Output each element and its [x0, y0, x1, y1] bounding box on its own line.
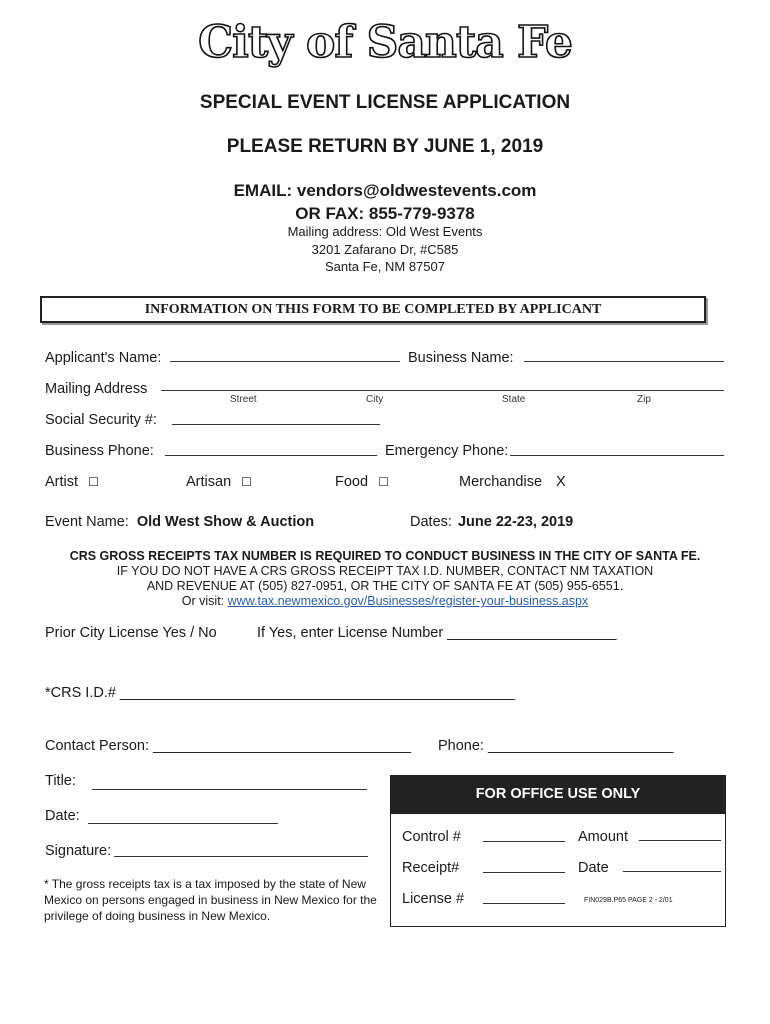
- merchandise-mark[interactable]: X: [556, 474, 566, 490]
- form-title: SPECIAL EVENT LICENSE APPLICATION: [199, 92, 571, 113]
- fax-line: OR FAX: 855-779-9378: [295, 204, 475, 223]
- date-field[interactable]: [88, 823, 278, 824]
- return-deadline: PLEASE RETURN BY JUNE 1, 2019: [226, 136, 544, 157]
- emergency-phone-label: Emergency Phone:: [385, 443, 509, 459]
- applicant-name-label: Applicant's Name:: [45, 350, 162, 366]
- title-field[interactable]: [92, 789, 367, 790]
- ssn-field[interactable]: [172, 424, 380, 425]
- form-code: FIN029B.P65 PAGE 2 - 2/01: [584, 897, 673, 904]
- street-caption: Street: [230, 394, 257, 405]
- food-checkbox[interactable]: ☐: [378, 475, 389, 489]
- mailing-address-line1: Mailing address: Old West Events: [287, 224, 483, 239]
- amount-field[interactable]: [639, 840, 721, 841]
- business-phone-field[interactable]: [165, 455, 377, 456]
- crs-visit-label: Or visit:: [181, 594, 225, 608]
- food-option[interactable]: [335, 474, 389, 490]
- gross-receipts-footnote: * The gross receipts tax is a tax imposed by the state of New Mexico on persons engaged in business in New Mexico for the privilege of doing business in New Mexico.: [44, 877, 377, 923]
- event-name-label: Event Name:: [45, 514, 129, 530]
- receipt-number-label: Receipt#: [402, 860, 460, 876]
- artist-label: Artist: [45, 474, 79, 490]
- ssn-label: Social Security #:: [45, 412, 158, 428]
- dates-label: Dates:: [410, 514, 452, 530]
- crs-notice-line3: AND REVENUE AT (505) 827-0951, OR THE CITY OF SANTA FE AT (505) 955-6551.: [146, 579, 624, 593]
- city-logo: City of Santa Fe: [198, 17, 572, 68]
- artisan-checkbox[interactable]: ☐: [241, 475, 252, 489]
- zip-caption: Zip: [637, 394, 651, 405]
- contact-person-field[interactable]: Contact Person: ________________________________: [45, 738, 412, 754]
- crs-id-field[interactable]: *CRS I.D.# _________________________________________________: [45, 685, 516, 701]
- state-caption: State: [502, 394, 526, 405]
- artisan-label: Artisan: [186, 474, 232, 490]
- signature-field[interactable]: [114, 856, 368, 857]
- office-use-heading: FOR OFFICE USE ONLY: [391, 776, 725, 814]
- artisan-option[interactable]: [186, 474, 252, 490]
- crs-notice-line2: IF YOU DO NOT HAVE A CRS GROSS RECEIPT TAX I.D. NUMBER, CONTACT NM TAXATION: [116, 564, 654, 578]
- office-license-field[interactable]: [483, 903, 565, 904]
- office-use-box: [390, 775, 726, 927]
- control-number-field[interactable]: [483, 841, 565, 842]
- emergency-phone-field[interactable]: [510, 455, 724, 456]
- business-name-field[interactable]: [524, 361, 724, 362]
- crs-notice-line1: CRS GROSS RECEIPTS TAX NUMBER IS REQUIRED TO CONDUCT BUSINESS IN THE CITY OF SANTA FE.: [69, 549, 701, 563]
- amount-label: Amount: [578, 829, 628, 845]
- merchandise-option[interactable]: [459, 474, 566, 490]
- mailing-address-label: Mailing Address: [45, 381, 148, 397]
- city-caption: City: [366, 394, 384, 405]
- mailing-address-field[interactable]: [161, 390, 724, 391]
- event-name-value: Old West Show & Auction: [136, 514, 315, 530]
- license-number-field[interactable]: If Yes, enter License Number _____________________: [257, 625, 617, 641]
- mailing-address-line2: 3201 Zafarano Dr, #C585: [311, 242, 459, 257]
- applicant-name-field[interactable]: [170, 361, 400, 362]
- crs-notice-line4: [0, 594, 770, 608]
- office-date-field[interactable]: [623, 871, 721, 872]
- dates-value: June 22-23, 2019: [457, 514, 574, 530]
- artist-checkbox[interactable]: ☐: [88, 475, 99, 489]
- title-label: Title:: [45, 773, 76, 789]
- event-name: [45, 514, 314, 530]
- mailing-address-line3: Santa Fe, NM 87507: [325, 259, 445, 274]
- food-label: Food: [335, 474, 369, 490]
- license-number-label: License #: [402, 891, 465, 907]
- date-label: Date:: [45, 808, 80, 824]
- business-name-label: Business Name:: [408, 350, 514, 366]
- email-line: EMAIL: vendors@oldwestevents.com: [233, 181, 537, 200]
- receipt-number-field[interactable]: [483, 872, 565, 873]
- business-phone-label: Business Phone:: [45, 443, 154, 459]
- signature-label: Signature:: [45, 843, 112, 859]
- event-dates: [410, 514, 573, 530]
- merchandise-label: Merchandise: [459, 474, 543, 490]
- contact-phone-field[interactable]: Phone: _______________________: [438, 738, 674, 754]
- info-banner: INFORMATION ON THIS FORM TO BE COMPLETED BY APPLICANT: [40, 296, 706, 323]
- tax-registration-link[interactable]: www.tax.newmexico.gov/Businesses/register-your-business.aspx: [227, 594, 589, 608]
- office-date-label: Date: [578, 860, 609, 876]
- prior-license-label: Prior City License Yes / No: [45, 625, 217, 641]
- artist-option[interactable]: [45, 474, 99, 490]
- control-number-label: Control #: [402, 829, 461, 845]
